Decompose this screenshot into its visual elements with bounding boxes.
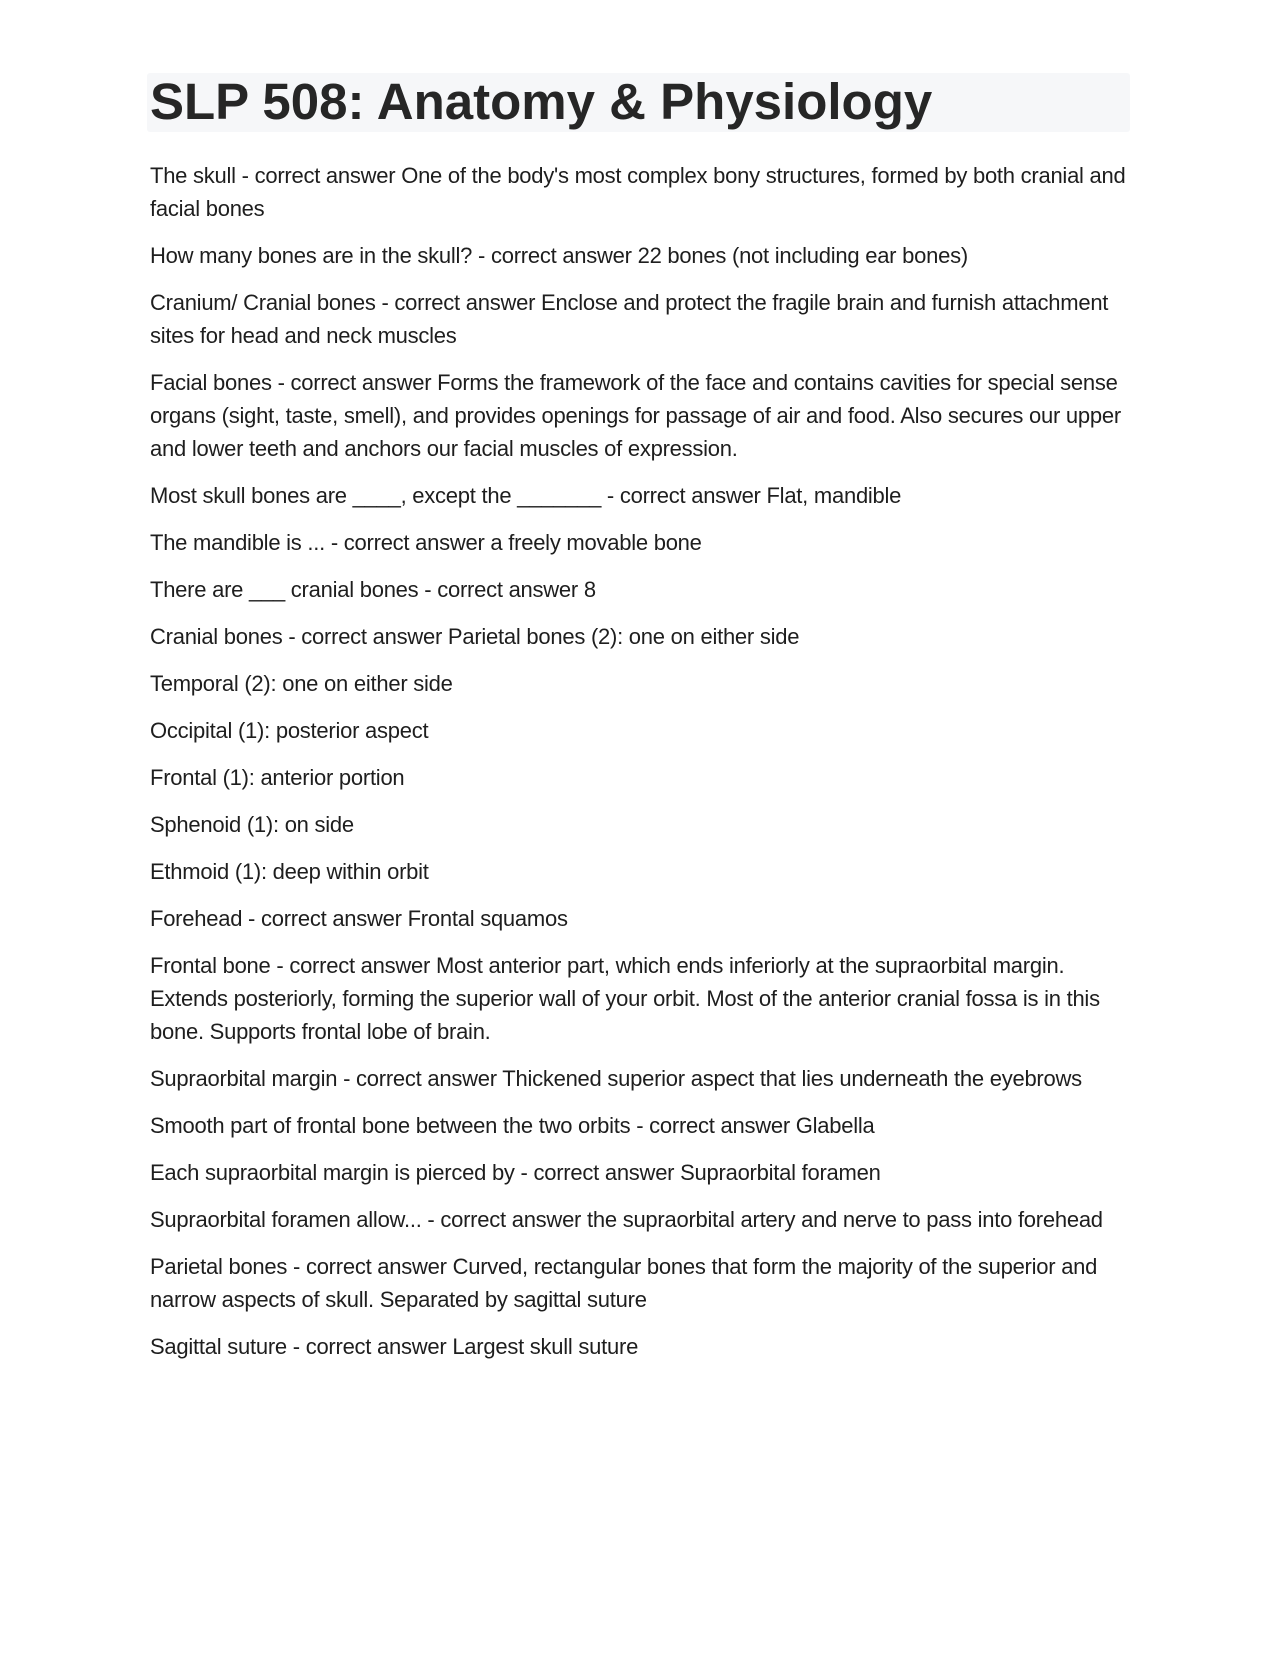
flashcard-text: The mandible is ... - correct answer a freely movable bone [150,530,702,555]
flashcard-text: How many bones are in the skull? - correct answer 22 bones (not including ear bones) [150,243,968,268]
flashcard-list [150,159,1130,1377]
flashcard-text: Smooth part of frontal bone between the two orbits - correct answer Glabella [150,1113,875,1138]
flashcard-text: Cranial bones - correct answer Parietal bones (2): one on either side [150,624,800,649]
flashcard-text: Cranium/ Cranial bones - correct answer Enclose and protect the fragile brain and furnish attachment sites for head and neck muscles [150,290,1109,348]
flashcard-text: Occipital (1): posterior aspect [150,718,429,743]
flashcard-text: Frontal (1): anterior portion [150,765,405,790]
flashcard-text: Supraorbital margin - correct answer Thickened superior aspect that lies underneath the eyebrows [150,1066,1082,1091]
flashcard-text: The skull - correct answer One of the body's most complex bony structures, formed by both cranial and facial bones [150,163,1126,221]
flashcard-text: Facial bones - correct answer Forms the framework of the face and contains cavities for special sense organs (sight, taste, smell), and provides openings for passage of air and food. Also secures our upper and lower teeth and anchors our facial muscles of expression. [150,370,1121,461]
flashcard-text: Sphenoid (1): on side [150,812,354,837]
flashcard-text: Frontal bone - correct answer Most anterior part, which ends inferiorly at the supraorbital margin. Extends posteriorly, forming the superior wall of your orbit. Most of the anterior cranial fossa is in this bone. Supports frontal lobe of brain. [150,953,1100,1044]
flashcard-text: Most skull bones are ____, except the _______ - correct answer Flat, mandible [150,483,902,508]
flashcard-text: Sagittal suture - correct answer Largest skull suture [150,1334,639,1359]
document-title: SLP 508: Anatomy & Physiology [150,73,933,130]
flashcard-text: Ethmoid (1): deep within orbit [150,859,429,884]
flashcard-text: Each supraorbital margin is pierced by - correct answer Supraorbital foramen [150,1160,881,1185]
flashcard-text: Supraorbital foramen allow... - correct answer the supraorbital artery and nerve to pass into forehead [150,1207,1103,1232]
flashcard-text: Forehead - correct answer Frontal squamos [150,906,568,931]
flashcard-text: There are ___ cranial bones - correct answer 8 [150,577,596,602]
flashcard-text: Temporal (2): one on either side [150,671,453,696]
flashcard-text: Parietal bones - correct answer Curved, rectangular bones that form the majority of the superior and narrow aspects of skull. Separated by sagittal suture [150,1254,1098,1312]
